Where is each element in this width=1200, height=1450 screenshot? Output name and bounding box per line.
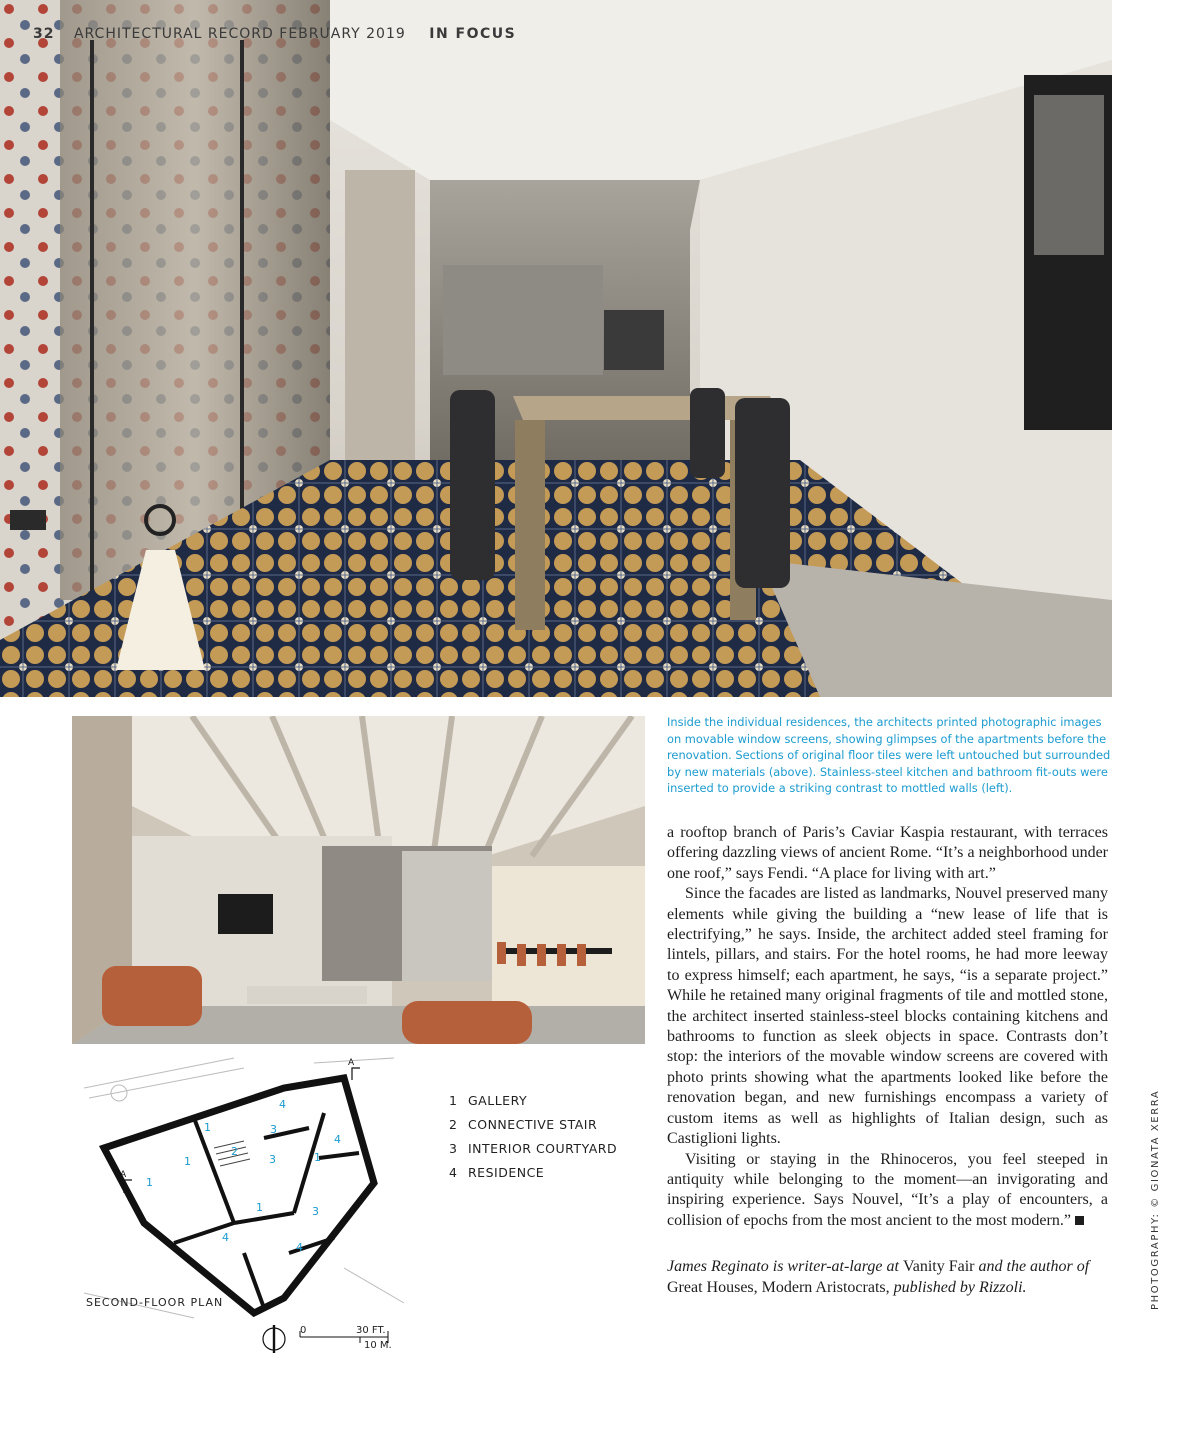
plan-number: 1 [146, 1176, 153, 1189]
legend-item [449, 1165, 617, 1189]
plan-title: SECOND-FLOOR PLAN [86, 1296, 224, 1309]
bio-text: James Reginato is writer-at-large at [667, 1258, 903, 1275]
publication-name: ARCHITECTURAL RECORD FEBRUARY 2019 [73, 26, 406, 42]
plan-number: 3 [312, 1205, 319, 1218]
bio-book-title: Great Houses, Modern Aristocrats, [667, 1279, 890, 1296]
plan-number: 4 [334, 1133, 341, 1146]
secondary-photo-illustration [72, 716, 645, 1044]
section-marker-a: A [120, 1170, 127, 1180]
plan-legend [449, 1093, 617, 1189]
plan-number: 1 [184, 1155, 191, 1168]
scale-zero-label: 0 [300, 1325, 307, 1336]
bio-publication: Vanity Fair [902, 1258, 975, 1275]
legend-label: GALLERY [468, 1093, 528, 1108]
floor-plan-drawing [84, 1053, 414, 1323]
plan-number: 4 [279, 1098, 286, 1111]
plan-number: 1 [256, 1201, 263, 1214]
section-name: IN FOCUS [429, 26, 517, 42]
legend-label: RESIDENCE [468, 1165, 545, 1180]
author-bio [667, 1256, 1108, 1298]
scale-meters-label: 10 M. [364, 1340, 392, 1351]
bio-text: published by Rizzoli. [889, 1279, 1027, 1296]
body-paragraph-text: Visiting or staying in the Rhinoceros, you feel steeped in antiquity while belonging to the moment—an invigorating and inspiring experience. Says Nouvel, “It’s a play of encounters, a collision of epochs from the most ancient to the most modern.” [667, 1150, 1108, 1229]
legend-number: 4 [449, 1165, 458, 1180]
photo-credit: PHOTOGRAPHY: © GIONATA XERRA [1150, 1089, 1161, 1310]
scale-bar [262, 1317, 402, 1357]
legend-label: CONNECTIVE STAIR [468, 1117, 598, 1132]
bio-text: and the author of [974, 1258, 1090, 1275]
plan-number: 3 [270, 1123, 277, 1136]
legend-item [449, 1093, 617, 1117]
end-mark [1075, 1216, 1084, 1225]
legend-number: 3 [449, 1141, 458, 1156]
plan-number: 3 [269, 1153, 276, 1166]
hero-photo [0, 0, 1112, 697]
scale-feet-label: 30 FT. [356, 1325, 386, 1336]
body-paragraph-last [667, 1150, 1108, 1232]
body-paragraph: Since the facades are listed as landmarks, Nouvel preserved many elements while giving the building a “new lease of life that is electrifying,” he says. Inside, the architect added steel framing for lintels, pillars, and stairs. For the hotel rooms, he had more leeway to express himself; each apartment, he says, “is a separate project.” While he retained many original fragments of tile and mottled stone, the architect inserted stainless-steel blocks containing kitchens and bathrooms to function as sleek objects in space. Contrasts don’t stop: the interiors of the movable window screens are covered with photo prints showing what the apartments looked like before the renovation began, and new furnishings encompass a variety of custom items as well as highlights of Italian design, such as Castiglioni lights. [667, 885, 1108, 1148]
body-paragraph: a rooftop branch of Paris’s Caviar Kaspia restaurant, with terraces offering dazzling views of ancient Rome. “It’s a neighborhood under one roof,” says Fendi. “A place for living with art.” [667, 824, 1108, 882]
secondary-photo [72, 716, 645, 1044]
page-number: 32 [33, 26, 55, 42]
photo-caption: Inside the individual residences, the architects printed photographic images on movable window screens, showing glimpses of the apartments before the renovation. Sections of original floor tiles were left untouched but surrounded by new materials (above). Stainless-steel kitchen and bathroom fit-outs were inserted to provide a striking contrast to mottled walls (left). [667, 715, 1111, 795]
running-header [33, 26, 516, 42]
plan-number: 2 [231, 1145, 238, 1158]
legend-item [449, 1141, 617, 1165]
legend-item [449, 1117, 617, 1141]
article-body [667, 823, 1108, 1231]
plan-number: 1 [204, 1121, 211, 1134]
section-marker-a: A [348, 1058, 355, 1068]
plan-number: 1 [314, 1151, 321, 1164]
plan-number: 4 [222, 1231, 229, 1244]
hero-photo-illustration [0, 0, 1112, 697]
legend-label: INTERIOR COURTYARD [468, 1141, 618, 1156]
legend-number: 1 [449, 1093, 458, 1108]
legend-number: 2 [449, 1117, 458, 1132]
plan-number: 4 [296, 1241, 303, 1254]
